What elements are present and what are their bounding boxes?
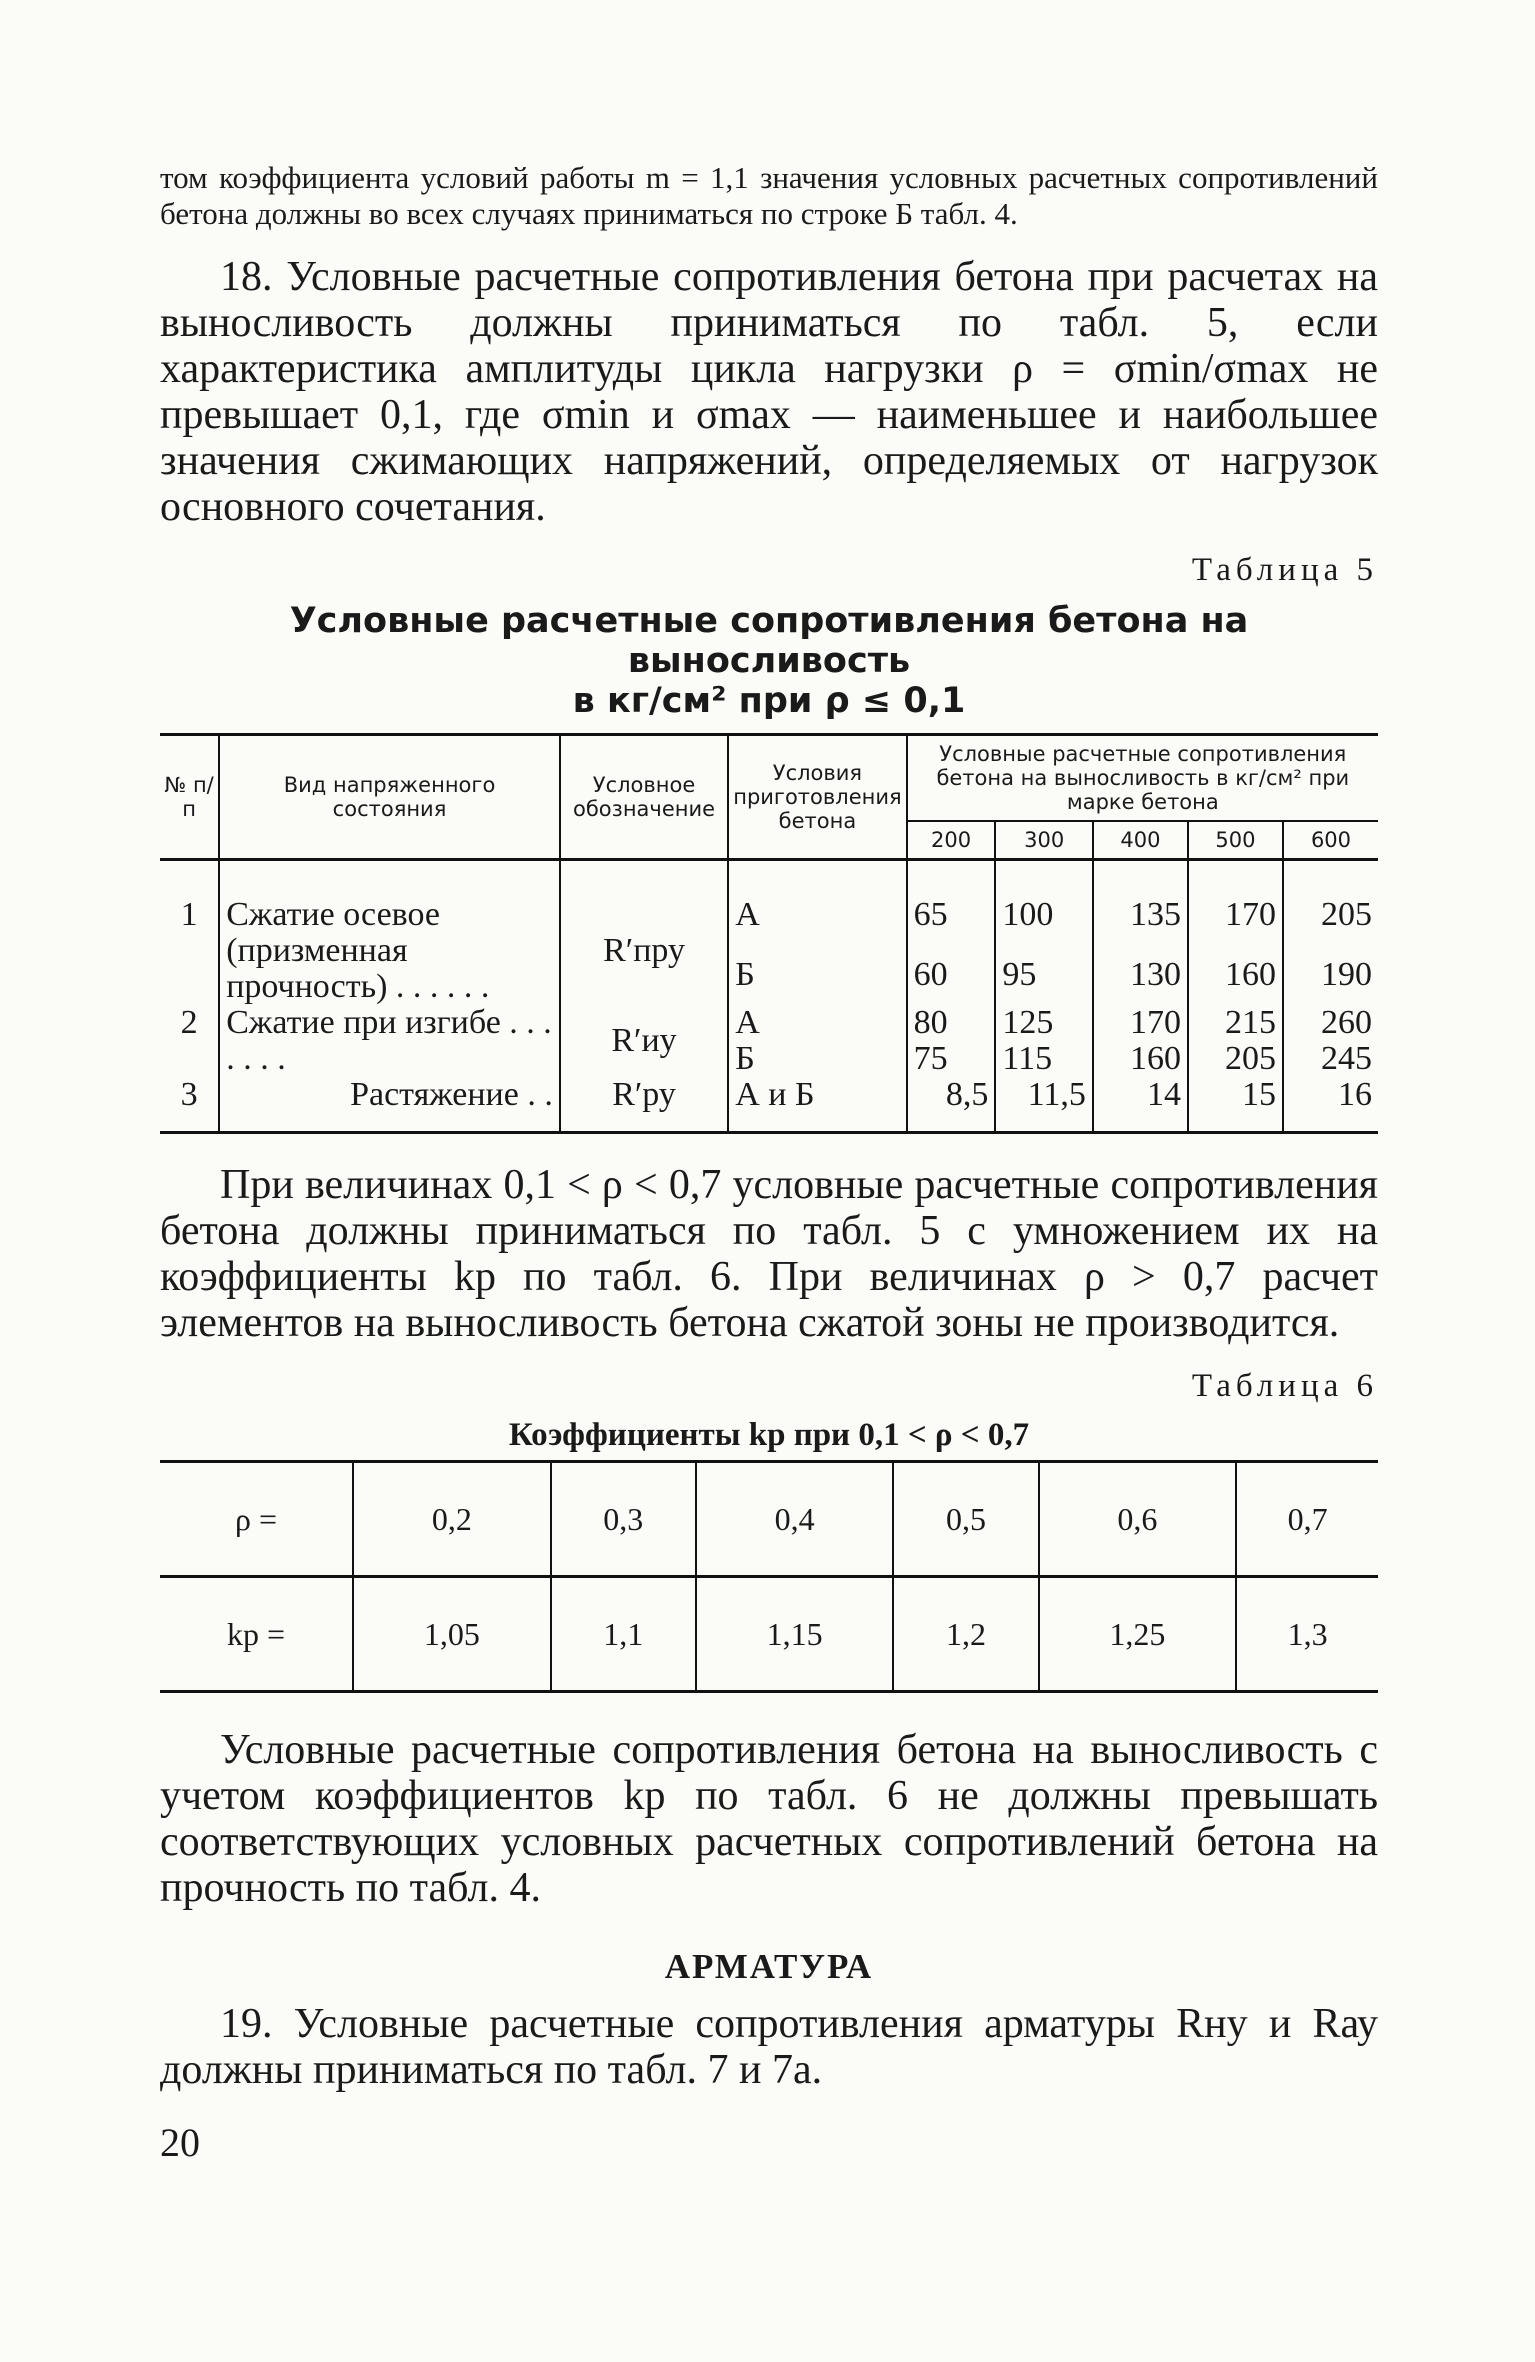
- row-state: Сжатие при изгибе . . . . . . .: [219, 1005, 560, 1077]
- cell: 60: [907, 957, 996, 1005]
- table-row: [160, 1077, 1378, 1133]
- t5-header-state: Вид напряженного состояния: [219, 735, 560, 860]
- table-row: [160, 1462, 1378, 1577]
- paragraph-mid: При величинах 0,1 < ρ < 0,7 условные расчетные сопротивления бетона должны приниматься по табл. 5 с умножением их на коэффициенты kр по табл. 6. При величинах ρ > 0,7 расчет элементов на выносливость бетона сжатой зоны не производится.: [160, 1162, 1378, 1346]
- cell: 130: [1093, 957, 1188, 1005]
- section-heading: АРМАТУРА: [664, 1947, 874, 1986]
- paragraph-18: 18. Условные расчетные сопротивления бетона при расчетах на выносливость должны приниматься по табл. 5, если характеристика амплитуды цикла нагрузки ρ = σmin/σmax не превышает 0,1, где σmin и σmax — наименьшее и наибольшее значения сжимающих напряжений, определяемых от нагрузок основного сочетания.: [160, 254, 1378, 530]
- cell: 75: [907, 1041, 996, 1077]
- paragraph-after: Условные расчетные сопротивления бетона на выносливость с учетом коэффициентов kр по табл. 6 не должны превышать соответствующих условных расчетных сопротивлений бетона на прочность по табл. 4.: [160, 1727, 1378, 1911]
- cell: 125: [995, 1005, 1093, 1041]
- table5-caption: Таблица 5: [1191, 552, 1378, 588]
- table5-title: Условные расчетные сопротивления бетона на выносливость: [289, 601, 1249, 681]
- cell: 0,2: [353, 1462, 551, 1577]
- row-symbol: R′ру: [560, 1077, 728, 1133]
- cell: 1,2: [893, 1577, 1038, 1692]
- paragraph-19: 19. Условные расчетные сопротивления арматуры Rну и Rау должны приниматься по табл. 7 и 7а.: [160, 2001, 1378, 2093]
- cell: 260: [1321, 1004, 1372, 1041]
- row-state: Сжатие осевое (призменная прочность) . . . . . .: [219, 860, 560, 1006]
- cell: 160: [1093, 1041, 1188, 1077]
- cell: 205: [1188, 1041, 1283, 1077]
- cell: 16: [1338, 1076, 1372, 1113]
- cell: 100: [995, 860, 1093, 958]
- row-conditions: Б: [728, 1041, 906, 1077]
- cell: 0,5: [893, 1462, 1038, 1577]
- cell: 0,7: [1236, 1462, 1378, 1577]
- cell: 170: [1093, 1005, 1188, 1041]
- t5-grade-400: 400: [1093, 821, 1188, 860]
- row-num: 1: [160, 860, 219, 1006]
- row-conditions: Б: [728, 957, 906, 1005]
- rho-label: ρ =: [160, 1462, 353, 1577]
- row-conditions: А: [728, 860, 906, 958]
- cell: 115: [995, 1041, 1093, 1077]
- table6-title: Коэффициенты kр при 0,1 < ρ < 0,7: [508, 1417, 1030, 1453]
- row-symbol: R′пру: [560, 860, 728, 1006]
- table6-caption: Таблица 6: [1191, 1368, 1378, 1404]
- document-page: [160, 160, 1378, 2166]
- cell: 190: [1321, 956, 1372, 994]
- t5-header-symbol: Условное обозначение: [560, 735, 728, 860]
- cell: 1,1: [551, 1577, 696, 1692]
- cell: 0,6: [1039, 1462, 1237, 1577]
- cell: 1,3: [1287, 1615, 1328, 1652]
- cell: 0,4: [696, 1462, 894, 1577]
- row-conditions: А: [728, 1005, 906, 1041]
- table5-subtitle: в кг/см² при ρ ≤ 0,1: [572, 681, 966, 721]
- cell: 205: [1321, 896, 1372, 933]
- cell: 11,5: [995, 1077, 1093, 1133]
- cell: 135: [1093, 860, 1188, 958]
- table-row: [160, 1005, 1378, 1041]
- cell: 1,25: [1039, 1577, 1237, 1692]
- t5-header-num: № п/п: [160, 735, 219, 860]
- row-state: Растяжение . .: [219, 1077, 560, 1133]
- row-num: 3: [160, 1077, 219, 1133]
- t5-header-conditions: Условия приготовления бетона: [728, 735, 906, 860]
- t5-grade-600: 600: [1310, 828, 1352, 852]
- cell: 160: [1188, 957, 1283, 1005]
- t5-grade-200: 200: [907, 821, 996, 860]
- row-symbol: R′иу: [560, 1005, 728, 1077]
- kp-label: kр =: [160, 1577, 353, 1692]
- row-conditions: А и Б: [728, 1077, 906, 1133]
- page-number: 20: [160, 2120, 200, 2165]
- cell: 14: [1093, 1077, 1188, 1133]
- table5: [160, 733, 1378, 1134]
- cell: 8,5: [907, 1077, 996, 1133]
- cell: 1,15: [696, 1577, 894, 1692]
- intro-paragraph: том коэффициента условий работы m = 1,1 значения условных расчетных сопротивлений бетона должны во всех случаях приниматься по строке Б табл. 4.: [160, 160, 1378, 231]
- t5-header-group: Условные расчетные сопротивления бетона на выносливость в кг/см² при марке бетона: [907, 735, 1378, 822]
- cell: 0,3: [551, 1462, 696, 1577]
- t5-grade-300: 300: [995, 821, 1093, 860]
- table-row: [160, 860, 1378, 958]
- row-num: 2: [160, 1005, 219, 1077]
- cell: 170: [1188, 860, 1283, 958]
- table-row: [160, 1577, 1378, 1692]
- cell: 245: [1321, 1040, 1372, 1077]
- cell: 80: [907, 1005, 996, 1041]
- table6: [160, 1460, 1378, 1693]
- cell: 95: [995, 957, 1093, 1005]
- t5-grade-500: 500: [1188, 821, 1283, 860]
- cell: 65: [907, 860, 996, 958]
- cell: 215: [1188, 1005, 1283, 1041]
- cell: 1,05: [353, 1577, 551, 1692]
- cell: 15: [1188, 1077, 1283, 1133]
